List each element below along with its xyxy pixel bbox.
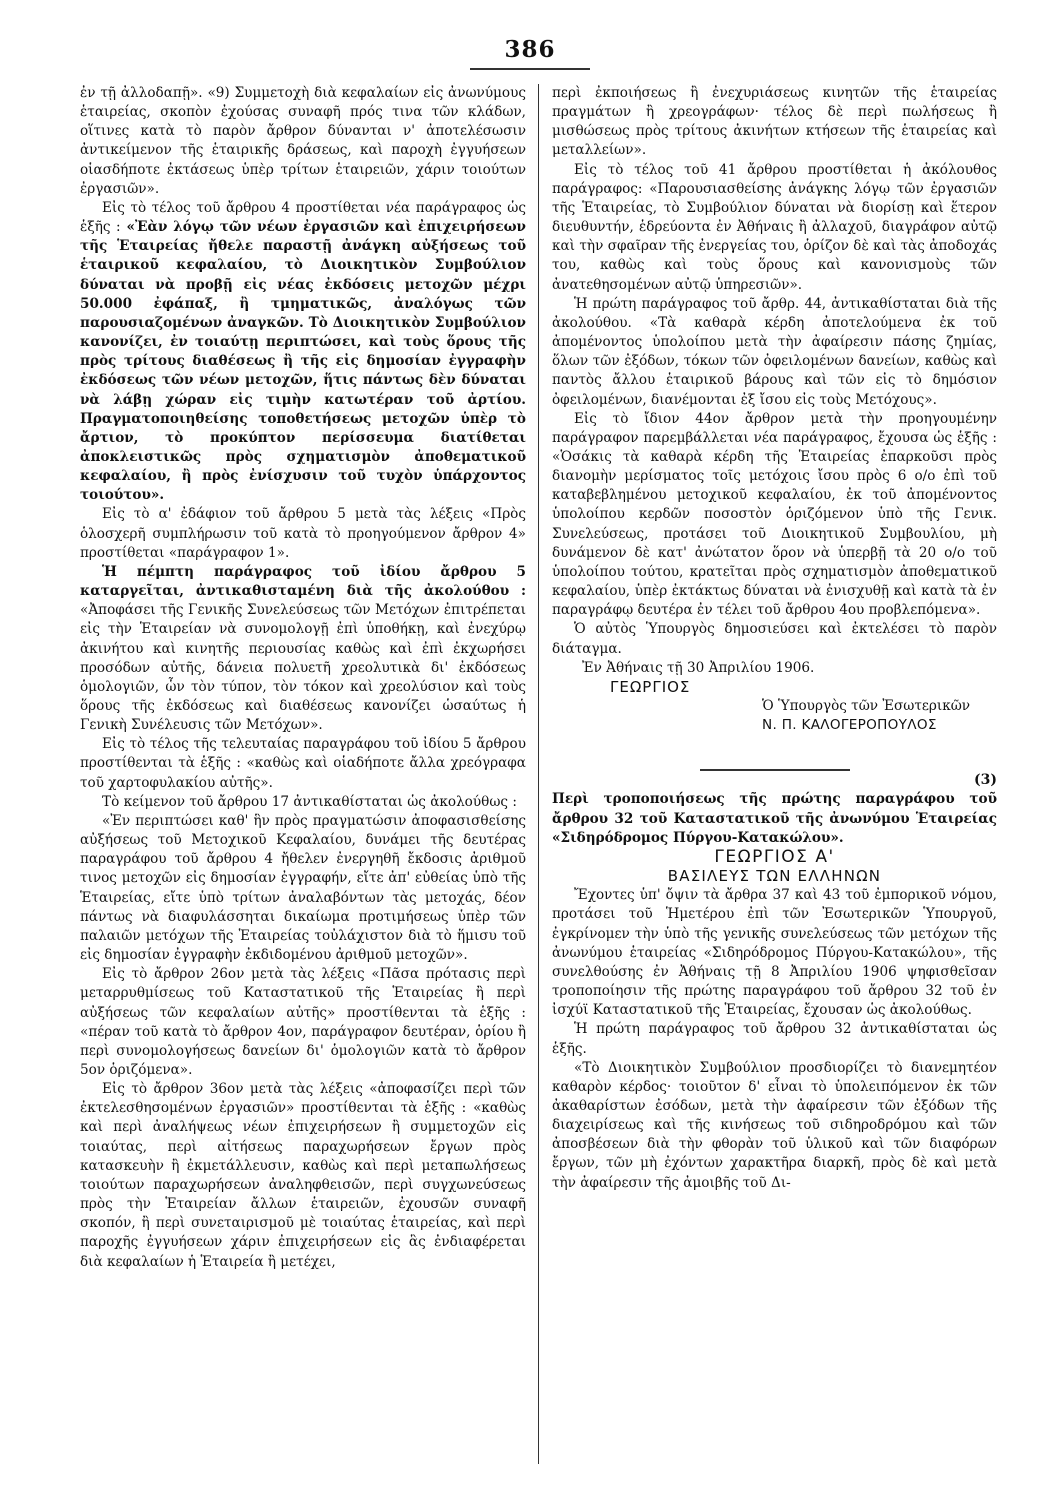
left-paragraph-8: Εἰς τὸ ἄρθρον 26ον μετὰ τὰς λέξεις «Πᾶσα πρότασις περὶ μεταρρυθμίσεως τοῦ Καταστατικοῦ τῆς Ἑταιρείας ἢ περὶ αὐξήσεως τῶν κεφαλαίων αὐτῆς» προστίθενται τὰ ἑξῆς : «πέραν τοῦ κατὰ τὸ ἄρθρον 4ον, παράγραφον δευτέραν, ὁρίου ἢ περὶ συνομολογήσεως δανείων δι' ὁμολογιῶν κατὰ τὸ ἄρθρον 5ον ὁριζόμενα». [80, 966, 526, 1078]
left-paragraph-2 [80, 199, 526, 506]
left-paragraph-4 [80, 563, 526, 735]
article-4-text: «Ἐὰν λόγῳ τῶν νέων ἐργασιῶν καὶ ἐπιχειρήσεων τῆς Ἑταιρείας ἤθελε παραστῇ ἀνάγκη αὐξήσεως τοῦ ἑταιρικοῦ κεφαλαίου, τὸ Διοικητικὸν Συμβούλιον δύναται νὰ προβῇ εἰς νέας ἐκδόσεις μετοχῶν μέχρι 50.000 ἐφάπαξ, ἢ τμηματικῶς, ἀναλόγως τῶν παρουσιαζομένων ἀναγκῶν. Τὸ Διοικητικὸν Συμβούλιον κανονίζει, ἐν τοιαύτῃ περιπτώσει, καὶ τοὺς ὅρους τῆς πρὸς τρίτους διαθέσεως ἢ τῆς εἰς δημοσίαν ἐγγραφὴν ἐκδόσεως τῶν νέων μετοχῶν, ἥτις πάντως δὲν δύναται νὰ λάβῃ χώραν εἰς τιμὴν κατωτέραν τοῦ ἀρτίου. Πραγματοποιηθείσης τοποθετήσεως μετοχῶν ὑπὲρ τὸ ἄρτιον, τὸ προκύπτον περίσσευμα διατίθεται ἀποκλειστικῶς πρὸς σχηματισμὸν ἀποθεματικοῦ κεφαλαίου, ἢ πρὸς ἐνίσχυσιν τοῦ τυχὸν ὑπάρχοντος τοιούτου». [80, 219, 526, 504]
left-paragraph-5: Εἰς τὸ τέλος τῆς τελευταίας παραγράφου τοῦ ἰδίου 5 ἄρθρου προστίθενται τὰ ἑξῆς : «καθὼς καὶ οἱαδήποτε ἄλλα χρεόγραφα τοῦ χαρτοφυλακίου αὐτῆς». [80, 736, 526, 791]
right-paragraph-4: Εἰς τὸ ἴδιον 44ον ἄρθρον μετὰ τὴν προηγουμένην παράγραφον παρεμβάλλεται νέα παράγραφος, ἔχουσα ὡς ἑξῆς : «Ὁσάκις τὰ καθαρὰ κέρδη τῆς Ἑταιρείας ἐπαρκοῦσι πρὸς διανομὴν μερίσματος τοῖς μετόχοις ἴσου πρὸς 6 ο/ο ἐπὶ τοῦ καταβεβλημένου μετοχικοῦ κεφαλαίου, ἐκ τοῦ ἀπομένοντος ὑπολοίπου κερδῶν ποσοστὸν ὁριζόμενον ὑπὸ τῆς Γενικ. Συνελεύσεως, προτάσει τοῦ Διοικητικοῦ Συμβουλίου, μὴ δυνάμενον δὲ κατ' ἀνώτατον ὅρον νὰ ὑπερβῇ τὰ 20 ο/ο τοῦ ὑπολοίπου τούτου, κρατεῖται πρὸς σχηματισμὸν ἀποθεματικοῦ κεφαλαίου, ὑπὲρ ἐκτάκτως δύναται νὰ ἐνισχυθῇ καὶ κατὰ τὰ ἐν παραγράφῳ δευτέρα ἐν τέλει τοῦ ἄρθρου 4ου προβλεπόμενα». [552, 410, 997, 619]
right-paragraph-3: Ἡ πρώτη παράγραφος τοῦ ἄρθρ. 44, ἀντικαθίσταται διὰ τῆς ἀκολούθου. «Τὰ καθαρὰ κέρδη ἀποτελούμενα ἐκ τοῦ ἀπομένοντος ὑπολοίπου μετὰ τὴν ἀφαίρεσιν πάσης ζημίας, ὅλων τῶν ἐξόδων, τόκων τῶν ὀφειλομένων δανείων, καθὼς καὶ παντὸς ἄλλου ἑταιρικοῦ βάρους καὶ τῶν εἰς τὸ δημόσιον ὀφειλομένων, διανέμονται ἐξ ἴσου εἰς τοὺς Μετόχους». [552, 295, 997, 408]
article-5-intro: Ἡ πέμπτη παράγραφος τοῦ ἰδίου ἄρθρου 5 καταργεῖται, ἀντικαθισταμένη διὰ τῆς ἀκολούθου : [80, 563, 526, 600]
header-rule [470, 68, 590, 70]
left-paragraph-6: Τὸ κείμενον τοῦ ἄρθρου 17 ἀντικαθίσταται ὡς ἀκολούθως : [102, 793, 517, 810]
right-paragraph-6: Ἔχοντες ὑπ' ὄψιν τὰ ἄρθρα 37 καὶ 43 τοῦ ἐμπορικοῦ νόμου, προτάσει τοῦ Ἡμετέρου ἐπὶ τῶν Ἐσωτερικῶν Ὑπουργοῦ, ἐγκρίνομεν τὴν ὑπὸ τῆς γενικῆς συνελεύσεως τῶν μετόχων τῆς ἀνωνύμου ἑταιρείας «Σιδηρόδρομος Πύργου-Κατακώλου», τῆς συνελθούσης ἐν Ἀθήναις τῇ 8 Ἀπριλίου 1906 ψηφισθεῖσαν τροποποίησιν τῆς πρώτης παραγράφου τοῦ ἄρθρου 32 τοῦ ἐν ἰσχύϊ Καταστατικοῦ τῆς Ἑταιρείας, ἔχουσαν ὡς ἀκολούθως. [552, 887, 997, 1019]
column-divider [538, 84, 539, 1464]
decree-subject-text: Περὶ τροποποιήσεως τῆς πρώτης παραγράφου τοῦ ἄρθρου 32 τοῦ Καταστατικοῦ τῆς ἀνωνύμου Ἑταιρείας «Σιδηρόδρομος Πύργου-Κατακώλου». [552, 791, 997, 846]
left-paragraph-7: «Ἐν περιπτώσει καθ' ἣν πρὸς πραγματώσιν ἀποφασισθείσης αὐξήσεως τοῦ Μετοχικοῦ Κεφαλαίου, δυνάμει τῆς δευτέρας παραγράφου τοῦ ἄρθρου 4 ἤθελεν ἐνεργηθῆ ἔκδοσις ἀριθμοῦ τινος μετοχῶν εἰς δημοσίαν ἐγγραφήν, εἴτε ἀπ' εὐθείας ὑπὸ τῆς Ἑταιρείας, εἴτε ὑπὸ τρίτων ἀναλαβόντων τὰς μετοχάς, δέον πάντως νὰ διαφυλάσσηται δικαίωμα προτιμήσεως ὑπὲρ τῶν παλαιῶν μετόχων τῆς Ἑταιρείας τοὐλάχιστον διὰ τὸ ἥμισυ τοῦ εἰς δημοσίαν ἐγγραφὴν ἐκδιδομένου ἀριθμοῦ μετοχῶν». [80, 812, 526, 964]
page-number: 386 [504, 36, 556, 63]
right-paragraph-7: Ἡ πρώτη παράγραφος τοῦ ἄρθρου 32 ἀντικαθίσταται ὡς ἑξῆς. [552, 1021, 997, 1057]
king-realm: ΒΑΣΙΛΕΥΣ ΤΩΝ ΕΛΛΗΝΩΝ [667, 867, 882, 886]
right-paragraph-1: περὶ ἐκποιήσεως ἢ ἐνεχυριάσεως κινητῶν τῆς ἑταιρείας πραγμάτων ἢ χρεογράφων· τέλος δὲ περὶ πωλήσεως ἢ μισθώσεως πρὸς τρίτους ἀκινήτων κτήσεων τῆς ἑταιρείας καὶ μεταλλείων». [552, 85, 997, 159]
article-5-text: «Ἀποφάσει τῆς Γενικῆς Συνελεύσεως τῶν Μετόχων ἐπιτρέπεται εἰς τὴν Ἑταιρείαν νὰ συνομολογῇ ἐπὶ ὑποθήκῃ, καὶ ἐνεχύρῳ ἀκινήτου καὶ κινητῆς περιουσίας καθὼς καὶ ἐπὶ ἐκχωρήσει προσόδων αὐτῆς, δάνεια πολυετῆ χρεολυτικὰ δι' ἐκδόσεως ὁμολογιῶν, ὧν τὸν τύπον, τὸν τόκον καὶ χρεολύσιον καὶ τοὺς ὅρους τῆς ἐκδόσεως καὶ διαθέσεως κανονίζει ὡσαύτως ἡ Γενικὴ Συνέλευσις τῶν Μετόχων». [80, 602, 526, 734]
minister-title: Ὁ Ὑπουργὸς τῶν Ἐσωτερικῶν [762, 698, 971, 714]
right-paragraph-8: «Τὸ Διοικητικὸν Συμβούλιον προσδιορίζει τὸ διανεμητέον καθαρὸν κέρδος· τοιοῦτον δ' εἶναι τὸ ὑπολειπόμενον ἐκ τῶν ἀκαθαρίστων ἐσόδων, μετὰ τὴν ἀφαίρεσιν τῶν ἐξόδων τῆς διαχειρίσεως καὶ τῆς κινήσεως τοῦ σιδηροδρόμου καὶ τῶν ἀποσβέσεων διὰ τὴν φθορὰν τοῦ ὑλικοῦ καὶ τῶν διαφόρων ἔργων, τῶν μὴ ἐχόντων χαρακτῆρα διαρκῆ, πρὸς δὲ καὶ μετὰ τὴν ἀφαίρεσιν τῆς ἀμοιβῆς τοῦ Δι- [552, 1059, 997, 1191]
left-paragraph-9: Εἰς τὸ ἄρθρον 36ον μετὰ τὰς λέξεις «ἀποφασίζει περὶ τῶν ἐκτελεσθησομένων ἐργασιῶν» προστίθενται τὰ ἑξῆς : «καθὼς καὶ περὶ ἀναλήψεως νέων ἐπιχειρήσεων ἢ συμμετοχῶν εἰς τοιαύτας, περὶ αἰτήσεως παραχωρήσεων ἔργων πρὸς κατασκευὴν ἢ ἐκμετάλλευσιν, καθὼς καὶ περὶ μεταπωλήσεως τοιούτων παραχωρήσεων ἀναληφθεισῶν, περὶ συγχωνεύσεως πρὸς τὴν Ἑταιρείαν ἄλλων ἑταιρειῶν, ἐχουσῶν συναφῆ σκοπόν, ἢ περὶ συνεταιρισμοῦ μὲ τοιαύτας ἑταιρείας, καὶ περὶ παροχῆς ἐγγυήσεων χάριν ἐπιχειρήσεων εἰς ἃς ἐνδιαφέρεται διὰ κεφαλαίων ἡ Ἑταιρεία ἢ μετέχει, [80, 1081, 526, 1270]
minister-name: Ν. Π. ΚΑΛΟΓΕΡΟΠΟΥΛΟΣ [762, 717, 937, 734]
king-signature: ΓΕΩΡΓΙΟΣ [610, 677, 691, 696]
decree-subject [552, 790, 997, 847]
decree-date: Ἐν Ἀθήναις τῇ 30 Ἀπριλίου 1906. [582, 659, 815, 676]
left-column [80, 84, 526, 1272]
right-paragraph-2: Εἰς τὸ τέλος τοῦ 41 ἄρθρου προστίθεται ἡ ἀκόλουθος παράγραφος: «Παρουσιασθείσης ἀνάγκης λόγῳ τῶν ἐργασιῶν τῆς Ἑταιρείας, τὸ Συμβούλιον δύναται νὰ διορίσῃ καὶ ἕτερον διευθυντήν, ἑδρεύοντα ἐν Ἀθήναις ἢ ἀλλαχοῦ, διαγράφον αὐτῷ καὶ τὴν σφαῖραν τῆς ἐνεργείας του, ὁρίζον δὲ καὶ τὰς ἀποδοχάς του, καθὼς καὶ τοὺς ὅρους καὶ κανονισμοὺς τῶν ἀνατεθησομένων αὐτῷ ὑπηρεσιῶν». [552, 161, 997, 293]
left-paragraph-1: ἐν τῇ ἀλλοδαπῇ». «9) Συμμετοχὴ διὰ κεφαλαίων εἰς ἀνωνύμους ἑταιρείας, σκοπὸν ἐχούσας συναφῆ πρός τινα τῶν κλάδων, οἵτινες κατὰ τὸ παρὸν ἄρθρον δύνανται ν' ἀποτελέσωσιν ἀντικείμενον τῆς ἑταιρικῆς δράσεως, καὶ παροχὴ ἐγγυήσεων οἱασδήποτε ἐκτάσεως ὑπὲρ τρίτων ἑταιρειῶν, χάριν τοιούτων ἐργασιῶν». [80, 85, 526, 197]
right-paragraph-5: Ὁ αὐτὸς Ὑπουργὸς δημοσιεύσει καὶ ἐκτελέσει τὸ παρὸν διάταγμα. [552, 621, 997, 657]
left-paragraph-3: Εἰς τὸ α' ἐδάφιον τοῦ ἄρθρου 5 μετὰ τὰς λέξεις «Πρὸς ὁλοσχερῆ συμπλήρωσιν τοῦ κατὰ τὸ προηγούμενον ἄρθρον 4» προστίθεται «παράγραφον 1». [80, 506, 526, 561]
decree-number: (3) [974, 772, 997, 789]
article-4-intro: Εἰς τὸ τέλος τοῦ ἄρθρου 4 προστίθεται νέα παράγραφος ὡς ἑξῆς : [80, 199, 526, 236]
right-column [552, 84, 997, 1193]
king-title: ΓΕΩΡΓΙΟΣ Α' [714, 846, 835, 867]
